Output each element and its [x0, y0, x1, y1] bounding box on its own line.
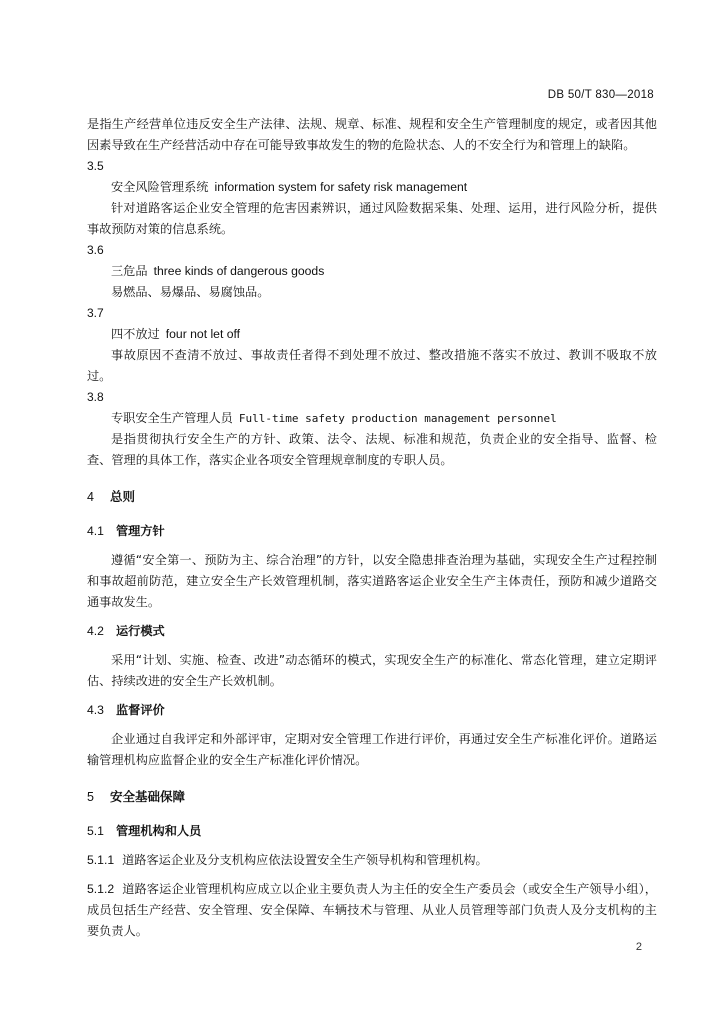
term-name-cn: 三危品: [111, 264, 148, 278]
chapter-title: 总则: [109, 489, 135, 504]
term-definition: 事故原因不查清不放过、事故责任者得不到处理不放过、整改措施不落实不放过、教训不吸取不放过。: [87, 348, 657, 383]
section-heading: [87, 700, 657, 721]
clause-paragraph: [87, 879, 657, 942]
term-name-en: Full-time safety production management personnel: [238, 412, 557, 425]
chapter-heading: [87, 486, 657, 508]
section-title: 管理机构和人员: [115, 824, 202, 838]
term-definition: 针对道路客运企业安全管理的危害因素辨识，通过风险数据采集、处理、运用，进行风险分析，提供事故预防对策的信息系统。: [87, 201, 657, 236]
chapter-number: 4: [87, 490, 94, 504]
term-name: [87, 408, 657, 429]
term-name: [87, 261, 657, 282]
page-content: [87, 114, 657, 942]
section-heading: [87, 821, 657, 842]
term-number: 3.5: [87, 159, 104, 173]
term-name: [87, 324, 657, 345]
term-definition: 是指贯彻执行安全生产的方针、政策、法令、法规、标准和规范，负责企业的安全指导、监督、检查、管理的具体工作，落实企业各项安全管理规章制度的专职人员。: [87, 432, 657, 467]
section-number: 5.1: [87, 824, 104, 838]
intro-paragraph: 是指生产经营单位违反安全生产法律、法规、规章、标准、规程和安全生产管理制度的规定，或者因其他因素导致在生产经营活动中存在可能导致事故发生的物的危险状态、人的不安全行为和管理上的缺陷。: [87, 117, 657, 152]
section-heading: [87, 621, 657, 642]
term-name-cn: 专职安全生产管理人员: [111, 411, 233, 425]
chapter-title: 安全基础保障: [109, 789, 185, 804]
section-number: 4.1: [87, 524, 104, 538]
term-number: 3.8: [87, 390, 104, 404]
clause-number: 5.1.2: [87, 882, 115, 896]
term-name-en: four not let off: [165, 327, 241, 341]
term-name: [87, 177, 657, 198]
clause-text: 道路客运企业及分支机构应依法设置安全生产领导机构和管理机构。: [122, 853, 488, 867]
term-name-cn: 四不放过: [111, 327, 160, 341]
term-definition: 易燃品、易爆品、易腐蚀品。: [111, 285, 270, 299]
section-number: 4.2: [87, 624, 104, 638]
section-title: 监督评价: [115, 703, 165, 717]
section-paragraph: 采用“计划、实施、检查、改进”动态循环的模式，实现安全生产的标准化、常态化管理，建立定期评估、持续改进的安全生产长效机制。: [87, 653, 657, 688]
section-title: 运行模式: [115, 624, 165, 638]
page-number: 2: [635, 941, 642, 953]
clause-paragraph: [87, 850, 657, 871]
chapter-heading: [87, 786, 657, 808]
section-number: 4.3: [87, 703, 104, 717]
term-number: 3.7: [87, 306, 104, 320]
section-paragraph: 遵循“安全第一、预防为主、综合治理”的方针，以安全隐患排查治理为基础，实现安全生产过程控制和事故超前防范，建立安全生产长效管理机制，落实道路客运企业安全生产主体责任，预防和减少道路交通事故发生。: [87, 553, 657, 609]
clause-number: 5.1.1: [87, 853, 115, 867]
term-number: 3.6: [87, 243, 104, 257]
chapter-number: 5: [87, 790, 94, 804]
section-title: 管理方针: [115, 524, 165, 538]
term-name-en: information system for safety risk management: [214, 180, 468, 194]
clause-text: 道路客运企业管理机构应成立以企业主要负责人为主任的安全生产委员会（或安全生产领导小组），成员包括生产经营、安全管理、安全保障、车辆技术与管理、从业人员管理等部门负责人及分支机构的主要负责人。: [87, 882, 657, 938]
term-name-en: three kinds of dangerous goods: [153, 264, 325, 278]
section-heading: [87, 521, 657, 542]
section-paragraph: 企业通过自我评定和外部评审，定期对安全管理工作进行评价，再通过安全生产标准化评价。道路运输管理机构应监督企业的安全生产标准化评价情况。: [87, 732, 657, 767]
term-name-cn: 安全风险管理系统: [111, 180, 209, 194]
document-code: DB 50/T 830—2018: [547, 89, 654, 101]
